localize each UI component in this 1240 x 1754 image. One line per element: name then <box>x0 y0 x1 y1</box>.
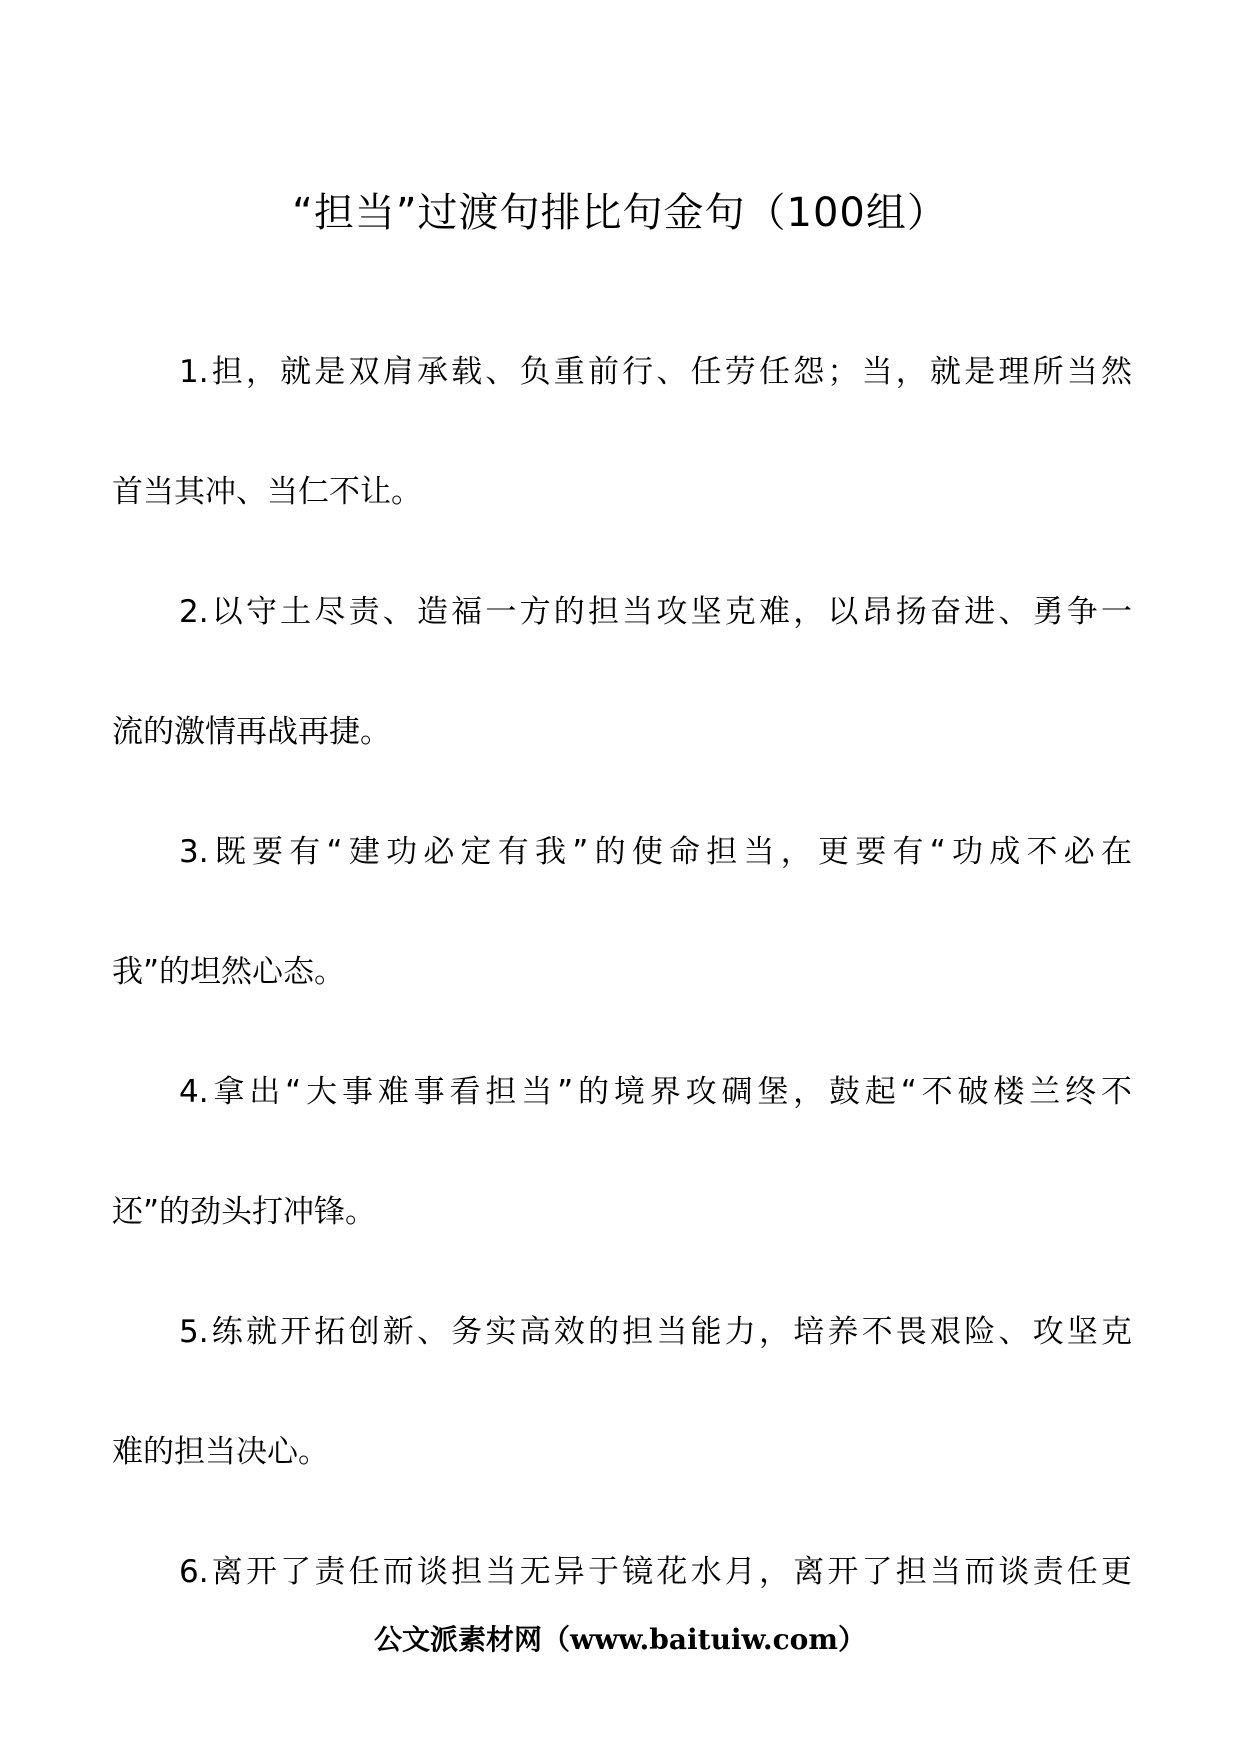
paragraph-4-line-2: 还”的劲头打冲锋。 <box>112 1194 377 1230</box>
document-title: “担当”过渡句排比句金句（100组） <box>292 190 948 236</box>
paragraph-1-line-2: 首当其冲、当仁不让。 <box>112 474 422 510</box>
paragraph-3-line-1: 3.既要有“建功必定有我”的使命担当，更要有“功成不必在 <box>179 834 1132 870</box>
paragraph-6-line-1: 6.离开了责任而谈担当无异于镜花水月，离开了担当而谈责任更 <box>179 1554 1132 1590</box>
footer-watermark: 公文派素材网（www.baituiw.com） <box>374 1623 866 1656</box>
paragraph-2-line-1: 2.以守土尽责、造福一方的担当攻坚克难，以昂扬奋进、勇争一 <box>179 594 1132 630</box>
paragraph-1-line-1: 1.担，就是双肩承载、负重前行、任劳任怨；当，就是理所当然 <box>179 354 1132 390</box>
paragraph-5-line-1: 5.练就开拓创新、务实高效的担当能力，培养不畏艰险、攻坚克 <box>179 1314 1132 1350</box>
paragraph-2-line-2: 流的激情再战再捷。 <box>112 714 391 750</box>
paragraph-5-line-2: 难的担当决心。 <box>112 1434 329 1470</box>
paragraph-4-line-1: 4.拿出“大事难事看担当”的境界攻碉堡，鼓起“不破楼兰终不 <box>179 1074 1132 1110</box>
paragraph-3-line-2: 我”的坦然心态。 <box>112 954 346 990</box>
